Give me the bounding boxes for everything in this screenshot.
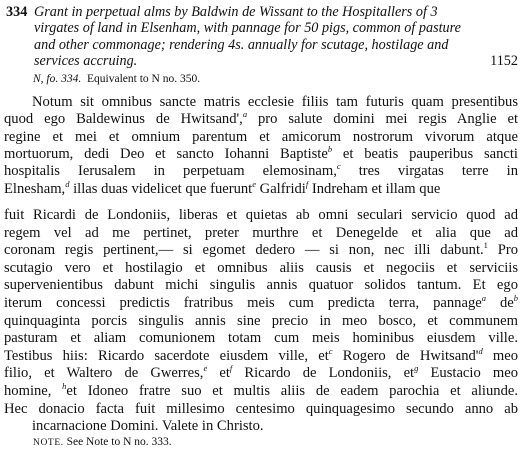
text-line bbox=[4, 178, 518, 198]
footnote-marker: d bbox=[65, 178, 70, 189]
footnote-marker: c bbox=[336, 161, 341, 172]
text-segment: incarnacione Domini. Valete in Christo. bbox=[32, 418, 264, 435]
text-line bbox=[4, 365, 518, 382]
entry-title bbox=[34, 4, 516, 70]
footnote-marker: c bbox=[328, 345, 333, 356]
footnote-marker: e bbox=[203, 363, 208, 374]
text-line bbox=[4, 383, 518, 400]
title-line: virgates of land in Elsenham, with pannage for 50 pigs, common of pasture bbox=[34, 20, 461, 37]
title-line: services accruing. bbox=[34, 53, 138, 70]
text-segment: Hec donacio facta fuit millesimo centesimo quinquagesimo secundo anno ab bbox=[4, 400, 518, 417]
source-ref: N, fo. 334. bbox=[33, 73, 82, 85]
title-line: Grant in perpetual alms by Baldwin de Wissant to the Hospitallers of 3 bbox=[34, 4, 438, 20]
text-segment: et bbox=[207, 365, 230, 382]
text-segment: Pro bbox=[487, 242, 518, 259]
text-segment: et beatis pauperibus sancti bbox=[332, 145, 518, 162]
title-line: and other commonage; rendering 4s. annually for scutage, hostilage and bbox=[34, 36, 449, 53]
text-segment: illas duas videlicet que fuerunt bbox=[69, 180, 253, 197]
text-segment: Elnesham, bbox=[4, 180, 66, 197]
text-segment: de bbox=[485, 295, 514, 311]
text-segment: mortuorum, dedi Deo et sancto Iohanni Baptiste bbox=[4, 145, 328, 162]
text-line bbox=[4, 330, 518, 347]
source-equivalent: Equivalent to N no. 350. bbox=[87, 73, 201, 85]
text-line bbox=[4, 418, 518, 435]
source-reference bbox=[33, 73, 200, 85]
text-segment: scutagio vero et hostilagio et omnibus aliis causis et negociis et serviciis bbox=[4, 259, 518, 276]
footnote-marker: f bbox=[305, 178, 309, 189]
entry-year: 1152 bbox=[490, 53, 518, 69]
text-segment: quinquaginta porcis singulis annis sine precio in meo bosco, et communem bbox=[4, 312, 518, 329]
text-segment: homine, bbox=[4, 383, 63, 399]
text-line bbox=[4, 295, 518, 312]
text-segment: pro salute domini mei regis Anglie et bbox=[247, 111, 518, 128]
footnote-marker: e bbox=[252, 178, 257, 189]
text-segment: Eustacio meo bbox=[418, 365, 519, 382]
footnote-marker: a bbox=[481, 293, 486, 303]
text-line bbox=[4, 111, 518, 128]
text-line bbox=[4, 94, 518, 111]
text-segment: iterum concessi predictis fratribus meis cum predicta terra, pannage bbox=[4, 295, 482, 311]
text-line bbox=[4, 277, 518, 294]
text-segment: Ricardo de Londoniis, et bbox=[232, 365, 415, 382]
footnote-marker: d bbox=[478, 345, 483, 356]
note-reference: 1 bbox=[483, 240, 488, 251]
text-segment: et Idoneo fratre suo et multis aliis de eadem parochia et aliunde. bbox=[66, 383, 519, 399]
text-segment: Rogero de Hwitsand' bbox=[332, 347, 479, 364]
text-line bbox=[4, 260, 518, 277]
text-line bbox=[4, 313, 518, 330]
text-segment: pasturam et aliam comunionem totam cum meis hominibus eiusdem ville. bbox=[4, 330, 518, 347]
text-segment: meo bbox=[482, 347, 519, 364]
text-segment: Galfridi bbox=[256, 180, 306, 197]
text-segment: fuit Ricardi de Londoniis, liberas et quietas ab omni seculari servicio quod ad bbox=[4, 207, 518, 223]
entry-number: 334 bbox=[6, 4, 28, 20]
text-line bbox=[4, 129, 518, 146]
text-segment: regine et mei et omnium parentum et amicorum nostrorum vivorum atque bbox=[4, 128, 518, 145]
text-segment: coronam regis pertinent,— si egomet dedero — si non, nec illi dabunt. bbox=[4, 242, 484, 259]
note-label: NOTE. bbox=[33, 438, 64, 448]
text-line bbox=[4, 207, 518, 224]
text-segment: filio, et Waltero de Gwerres, bbox=[4, 365, 204, 382]
footnote-marker: a bbox=[242, 109, 248, 120]
text-segment: regem vel ad me pertinet, preter murthre et Denegelde et alia que ad bbox=[4, 224, 518, 241]
footnote-marker: h bbox=[62, 381, 67, 391]
text-segment: quod ego Baldewinus de Hwitsand', bbox=[4, 111, 243, 128]
note-text: See Note to N no. 333. bbox=[66, 436, 172, 448]
text-segment: hospitalis Ierusalem in perpetuam elemosinam, bbox=[4, 163, 337, 180]
text-line bbox=[4, 225, 518, 242]
text-segment: Indreham et illam que bbox=[308, 180, 441, 197]
footnote-marker: b bbox=[513, 293, 518, 303]
text-segment: Notum sit omnibus sancte matris ecclesie filiis tam futuris quam presentibus bbox=[32, 94, 518, 110]
editorial-note bbox=[33, 436, 172, 448]
text-line bbox=[4, 401, 518, 418]
text-line bbox=[4, 163, 518, 180]
text-line bbox=[4, 143, 518, 163]
text-segment: tres virgatas terre in bbox=[340, 163, 518, 180]
text-line bbox=[4, 242, 518, 259]
footnote-marker: g bbox=[414, 363, 419, 374]
text-segment: Testibus hiis: Ricardo sacerdote eiusdem ville, et bbox=[4, 347, 329, 364]
footnote-marker: b bbox=[327, 143, 333, 154]
text-segment: supervenientibus dabunt michi singulis annis quatuor solidos tantum. Et ego bbox=[4, 277, 518, 294]
footnote-marker: f bbox=[229, 363, 233, 374]
text-line bbox=[4, 345, 519, 365]
